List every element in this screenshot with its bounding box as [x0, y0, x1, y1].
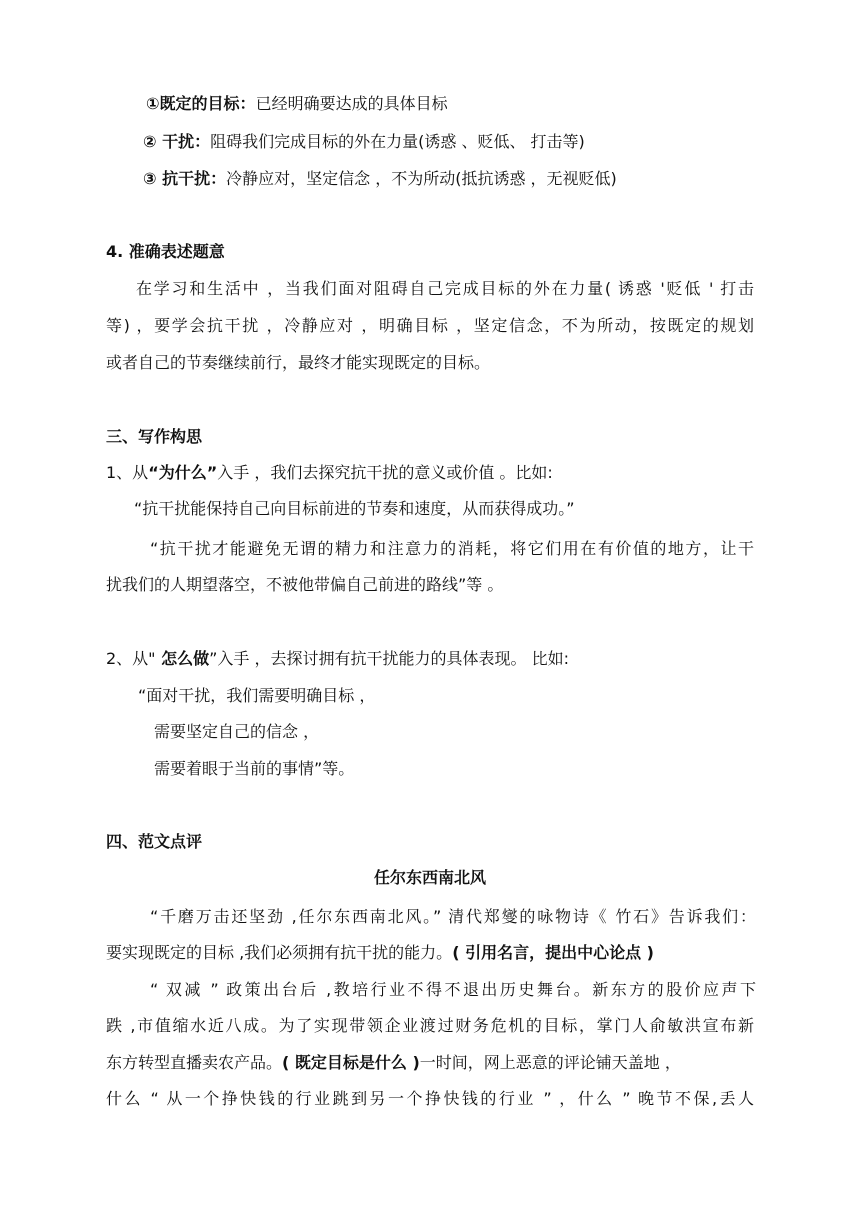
essay-p2-line-3-rest: 一时间，网上恶意的评论铺天盖地 ，	[419, 1053, 681, 1072]
definition-goal	[146, 93, 448, 115]
item-1-quote-2-line-2: 扰我们的人期望落空，不被他带偏自己前进的路线”等 。	[106, 575, 504, 594]
item-2-suffix: ”入手 ，去探讨拥有抗干扰能力的具体表现。 比如:	[209, 649, 569, 668]
item-2-line-2: 需要坚定自己的信念 ，	[154, 722, 320, 741]
essay-p2-line-3-text: 东方转型直播卖农产品。	[106, 1053, 283, 1072]
item-1-bold: “为什么”	[148, 463, 218, 482]
item-2-prefix: 2、从"	[106, 649, 156, 668]
section-4th-heading: 四、范文点评	[106, 832, 203, 851]
essay-p1-annotation: ( 引用名言，提出中心论点 )	[452, 943, 654, 962]
definition-interference-text: 阻碍我们完成目标的外在力量(诱惑 、贬低、 打击等)	[210, 132, 585, 151]
essay-p2-line-3	[106, 1052, 681, 1074]
definition-interference	[143, 131, 585, 153]
definition-anti-interference-label: ③ 抗干扰：	[143, 169, 227, 188]
essay-p1-line-1: “千磨万击还坚劲 ,任尔东西南北风。” 清代郑燮的咏物诗《 竹石》告诉我们：	[150, 907, 756, 926]
section-3-item-2	[106, 648, 569, 670]
definition-goal-text: 已经明确要达成的具体目标	[255, 94, 448, 113]
section-4-heading: 4. 准确表述题意	[106, 242, 225, 261]
essay-p2-line-2: 跌 ,市值缩水近八成。为了实现带领企业渡过财务危机的目标，掌门人俞敏洪宣布新	[106, 1016, 754, 1035]
section-4-para-line-1: 在学习和生活中 ，当我们面对阻碍自己完成目标的外在力量( 诱惑 '贬低 ' 打击	[136, 279, 754, 298]
essay-p1-line-2-text: 要实现既定的目标 ,我们必须拥有抗干扰的能力。	[106, 943, 453, 962]
section-3-item-1	[106, 462, 553, 484]
item-1-quote-1: “抗干扰能保持自己向目标前进的节奏和速度，从而获得成功。”	[134, 499, 575, 518]
essay-p2-annotation: ( 既定目标是什么 )	[282, 1053, 420, 1072]
definition-anti-interference	[143, 168, 617, 190]
definition-goal-label: ①既定的目标：	[146, 94, 256, 113]
item-2-line-1: “面对干扰，我们需要明确目标 ，	[138, 686, 376, 705]
essay-p2-line-1: “ 双减 ” 政策出台后 ,教培行业不得不退出历史舞台。新东方的股价应声下	[150, 980, 756, 999]
essay-p2-line-4: 什么 “ 从一个挣快钱的行业跳到另一个挣快钱的行业 ” ，什么 ” 晚节不保,丢人	[106, 1089, 754, 1108]
item-1-quote-2-line-1: “抗干扰才能避免无谓的精力和注意力的消耗，将它们用在有价值的地方，让干	[150, 539, 754, 558]
item-2-bold: 怎么做	[155, 649, 210, 668]
section-4-para-line-2: 等) ，要学会抗干扰 ，冷静应对 ，明确目标 ，坚定信念，不为所动，按既定的规划	[106, 316, 754, 335]
definition-anti-interference-text: 冷静应对，坚定信念 ，不为所动(抵抗诱惑 ，无视贬低)	[226, 169, 617, 188]
definition-interference-label: ② 干扰：	[143, 132, 211, 151]
item-1-prefix: 1、从	[106, 463, 149, 482]
item-2-line-3: 需要着眼于当前的事情”等。	[154, 759, 355, 778]
item-1-suffix: 入手 ，我们去探究抗干扰的意义或价值 。比如:	[217, 463, 553, 482]
essay-title: 任尔东西南北风	[373, 868, 486, 887]
section-4-para-line-3: 或者自己的节奏继续前行，最终才能实现既定的目标。	[106, 353, 491, 372]
essay-p1-line-2	[106, 942, 654, 964]
section-3-heading: 三、写作构思	[106, 427, 203, 446]
